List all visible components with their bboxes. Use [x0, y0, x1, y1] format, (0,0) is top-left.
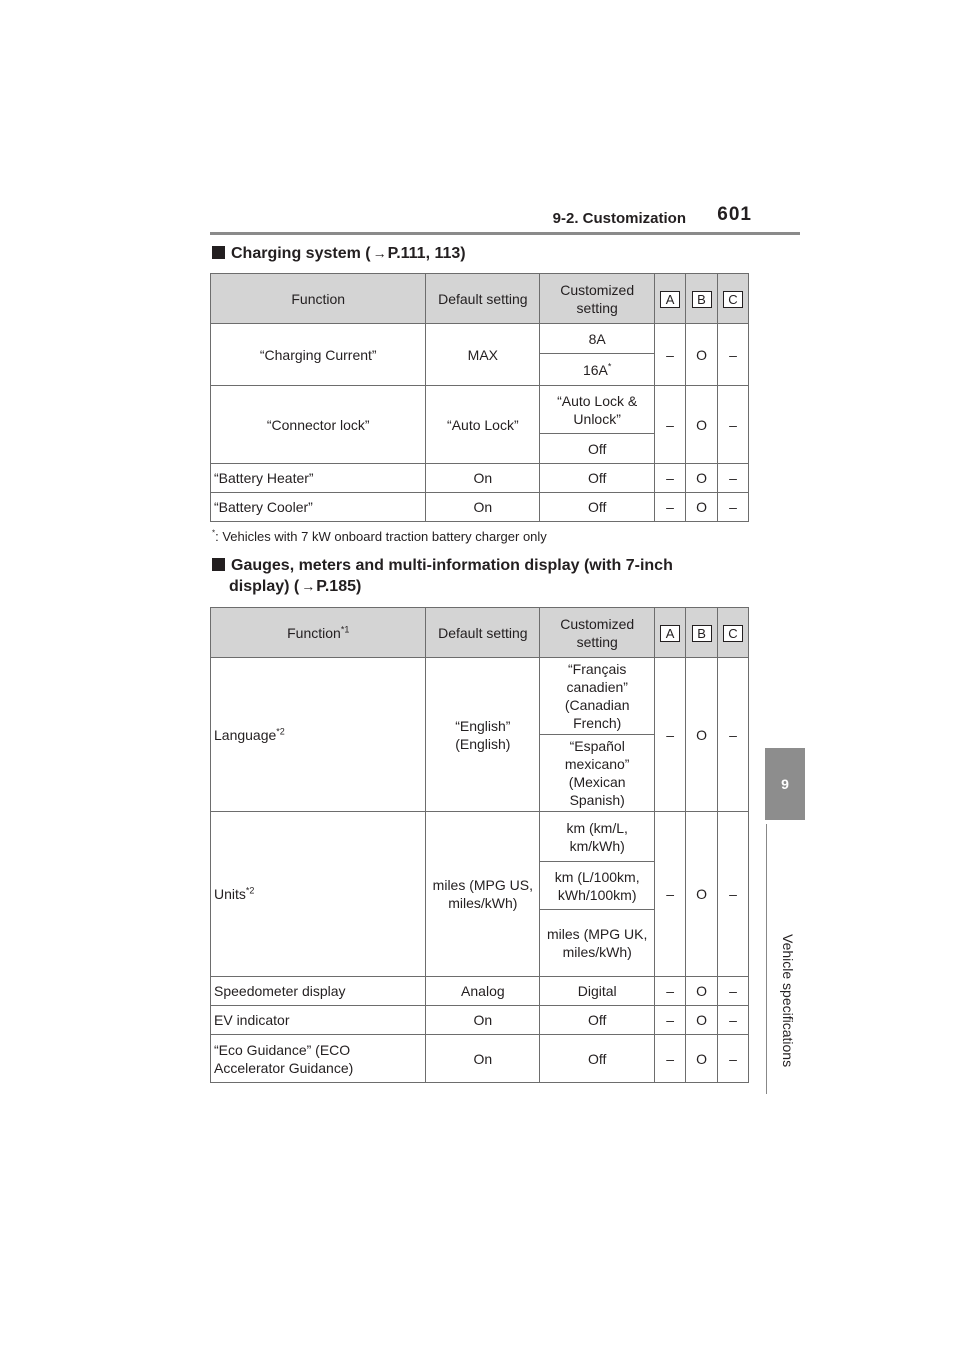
mark-c-cell: – — [718, 493, 749, 522]
charging-system-table — [210, 273, 749, 522]
table-row — [211, 812, 749, 862]
table-row — [211, 977, 749, 1006]
gauges-meters-table — [210, 607, 749, 1083]
default-cell: On — [426, 464, 540, 493]
footnote-mark: * — [607, 360, 612, 371]
page-header — [210, 200, 800, 236]
square-bullet-icon — [212, 246, 225, 259]
mark-a-cell: – — [655, 977, 686, 1006]
table-row — [211, 493, 749, 522]
option-cell: “Auto Lock & Unlock” — [540, 386, 655, 434]
arrow-right-icon: → — [372, 245, 387, 261]
option-cell: 8A — [540, 324, 655, 354]
option-cell: Off — [540, 1006, 655, 1035]
default-cell: On — [426, 1035, 540, 1083]
option-cell: Off — [540, 1035, 655, 1083]
mark-b-cell: O — [686, 464, 718, 493]
arrow-right-icon: → — [301, 578, 316, 594]
table-row — [211, 464, 749, 493]
column-header-b: B — [686, 608, 718, 658]
chapter-tab-line — [766, 824, 767, 1094]
option-cell: “Français canadien” (Canadian French) — [540, 658, 655, 735]
column-header-function: Function — [211, 274, 426, 324]
mark-a-cell: – — [655, 1035, 686, 1083]
column-header-b: B — [686, 274, 718, 324]
page-reference-link[interactable]: P.111, 113) — [387, 245, 466, 262]
option-cell: Off — [540, 434, 655, 464]
mark-b-cell: O — [686, 386, 718, 464]
section-title-gauges — [212, 555, 742, 597]
column-header-default: Default setting — [426, 274, 540, 324]
table-row — [211, 386, 749, 434]
chapter-tab-label: Vehicle specifications — [780, 934, 796, 1068]
default-cell: miles (MPG US, miles/kWh) — [426, 812, 540, 977]
table-row — [211, 1006, 749, 1035]
default-cell: On — [426, 493, 540, 522]
function-cell: “Eco Guidance” (ECO Accelerator Guidance) — [211, 1035, 426, 1083]
mark-b-cell: O — [686, 324, 718, 386]
mark-a-cell: – — [655, 812, 686, 977]
footnote-mark: *2 — [276, 725, 285, 736]
table-row — [211, 1035, 749, 1083]
table-footnote — [212, 529, 547, 544]
column-header-a: A — [655, 274, 686, 324]
mark-b-cell: O — [686, 1006, 718, 1035]
column-header-c: C — [718, 274, 749, 324]
function-cell: Speedometer display — [211, 977, 426, 1006]
square-bullet-icon — [212, 558, 225, 571]
footnote-mark: *2 — [245, 885, 255, 896]
table-row — [211, 658, 749, 735]
option-cell: “Español mexicano” (Mexican Spanish) — [540, 735, 655, 812]
mark-b-cell: O — [686, 977, 718, 1006]
option-cell: km (km/L, km/kWh) — [540, 812, 655, 862]
mark-c-cell: – — [718, 1006, 749, 1035]
footnote-text: : Vehicles with 7 kW onboard traction battery charger only — [215, 529, 547, 544]
mark-c-cell: – — [718, 464, 749, 493]
column-header-default: Default setting — [426, 608, 540, 658]
mark-a-cell: – — [655, 324, 686, 386]
section-title-charging — [212, 243, 466, 264]
mark-b-cell: O — [686, 493, 718, 522]
option-cell: Off — [540, 493, 655, 522]
mark-c-cell: – — [718, 658, 749, 812]
mark-a-cell: – — [655, 464, 686, 493]
option-cell: Digital — [540, 977, 655, 1006]
mark-c-cell: – — [718, 812, 749, 977]
mark-c-cell: – — [718, 324, 749, 386]
mark-c-cell: – — [718, 1035, 749, 1083]
function-cell: Units$^{*2}$ — [211, 812, 426, 977]
section-title-line2: display) ( →P.185) — [229, 578, 362, 595]
mark-a-cell: – — [655, 658, 686, 812]
option-cell: miles (MPG UK, miles/kWh) — [540, 910, 655, 977]
column-header-a: A — [655, 608, 686, 658]
mark-b-cell: O — [686, 1035, 718, 1083]
mark-b-cell: O — [686, 658, 718, 812]
function-cell: EV indicator — [211, 1006, 426, 1035]
table-row — [211, 324, 749, 354]
footnote-mark: * — [212, 528, 216, 538]
column-header-custom: Customized setting — [540, 274, 655, 324]
mark-a-cell: – — [655, 493, 686, 522]
column-header-custom: Customized setting — [540, 608, 655, 658]
mark-c-cell: – — [718, 977, 749, 1006]
option-cell: km (L/100km, kWh/100km) — [540, 862, 655, 910]
column-header-function: Function$^{*1}$ — [211, 608, 426, 658]
footnote-mark: *1 — [340, 623, 350, 634]
section-title-text: Charging system ( — [231, 245, 371, 262]
default-cell: MAX — [426, 324, 540, 386]
default-cell: On — [426, 1006, 540, 1035]
mark-a-cell: – — [655, 386, 686, 464]
page-reference-link[interactable]: P.185) — [316, 578, 362, 595]
page-number: 601 — [717, 204, 752, 225]
default-cell: Analog — [426, 977, 540, 1006]
mark-b-cell: O — [686, 812, 718, 977]
option-cell: Off — [540, 464, 655, 493]
section-heading: 9-2. Customization — [552, 210, 686, 227]
mark-c-cell: – — [718, 386, 749, 464]
function-cell: “Charging Current” — [211, 324, 426, 386]
header-rule — [210, 232, 800, 235]
default-cell: “English” (English) — [426, 658, 540, 812]
function-cell: Language$^{*2}$ — [211, 658, 426, 812]
default-cell: “Auto Lock” — [426, 386, 540, 464]
function-cell: “Battery Cooler” — [211, 493, 426, 522]
option-cell: 16A* — [540, 354, 655, 386]
section-title-text: Gauges, meters and multi-information display (with 7-inch — [231, 557, 673, 574]
column-header-c: C — [718, 608, 749, 658]
chapter-tab: 9 — [765, 748, 805, 820]
function-cell: “Connector lock” — [211, 386, 426, 464]
mark-a-cell: – — [655, 1006, 686, 1035]
function-cell: “Battery Heater” — [211, 464, 426, 493]
